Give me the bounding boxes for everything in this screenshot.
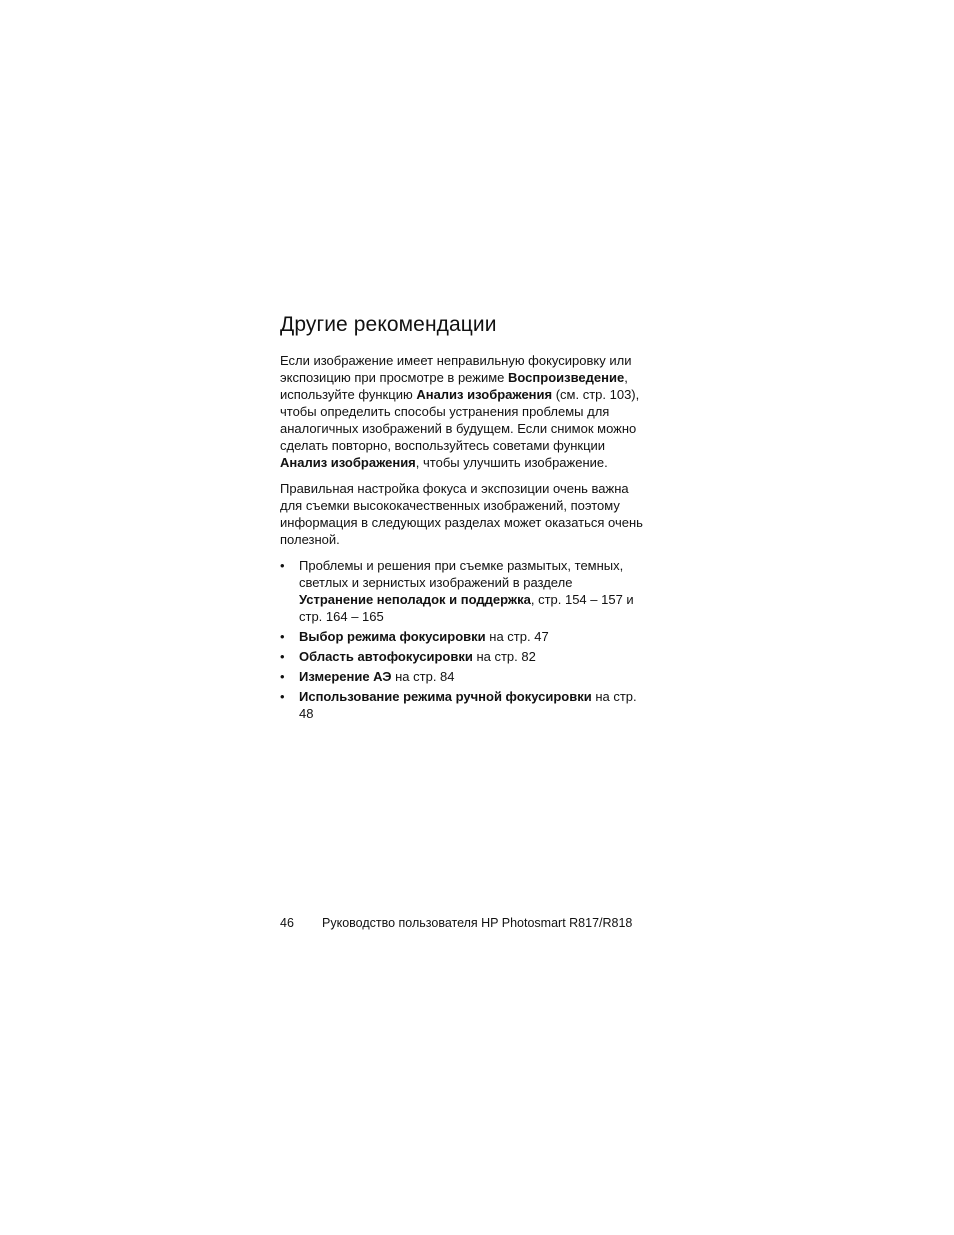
paragraph-text: Если изображение имеет неправильную фокусировку или экспозицию при просмотре в режиме (280, 353, 632, 385)
list-item-link-term: Использование режима ручной фокусировки (299, 689, 592, 704)
bullet-icon: • (280, 669, 285, 684)
list-item (280, 628, 650, 645)
list-item (280, 648, 650, 665)
list-item-page-ref: на стр. 47 (485, 629, 549, 644)
paragraph-text: (см. стр. 103), чтобы определить способы устранения проблемы для аналогичных изображений в будущем. Если снимок можно сделать повторно, воспользуйтесь советами функции (280, 387, 640, 453)
paragraph-focus-exposure: Правильная настройка фокуса и экспозиции очень важна для съемки высококачественных изображений, поэтому информация в следующих разделах может оказаться очень полезной. (280, 481, 643, 547)
bullet-icon: • (280, 629, 285, 644)
bullet-icon: • (280, 558, 285, 573)
list-item-page-ref: , стр. 154 – 157 и стр. 164 – 165 (299, 592, 634, 624)
list-item-page-ref: на стр. 84 (391, 669, 455, 684)
list-item-page-ref: на стр. 82 (472, 649, 536, 664)
bullet-icon: • (280, 689, 285, 704)
paragraph-text: , используйте функцию (280, 370, 628, 402)
recommendations-list (280, 557, 650, 722)
image-advice-term: Анализ изображения (416, 387, 553, 402)
footer-title: Руководство пользователя HP Photosmart R817/R818 (322, 916, 633, 930)
list-item-text: Проблемы и решения при съемке размытых, темных, светлых и зернистых изображений в разделе (299, 558, 624, 590)
list-item-link-term: Область автофокусировки (299, 649, 473, 664)
paragraph-playback-analysis (280, 352, 650, 471)
list-item (280, 557, 650, 625)
page-number: 46 (280, 916, 294, 930)
page-footer (280, 915, 632, 932)
list-item-link-term: Устранение неполадок и поддержка (299, 592, 531, 607)
paragraph-text: , чтобы улучшить изображение. (415, 455, 608, 470)
bullet-icon: • (280, 649, 285, 664)
list-item-page-ref: на стр. 48 (299, 689, 637, 721)
page-content (280, 312, 650, 725)
list-item (280, 688, 650, 722)
section-title: Другие рекомендации (280, 313, 497, 336)
image-advice-term: Анализ изображения (280, 455, 416, 470)
list-item-link-term: Измерение АЭ (299, 669, 392, 684)
list-item (280, 668, 650, 685)
list-item-link-term: Выбор режима фокусировки (299, 629, 486, 644)
playback-mode-term: Воспроизведение (508, 370, 625, 385)
